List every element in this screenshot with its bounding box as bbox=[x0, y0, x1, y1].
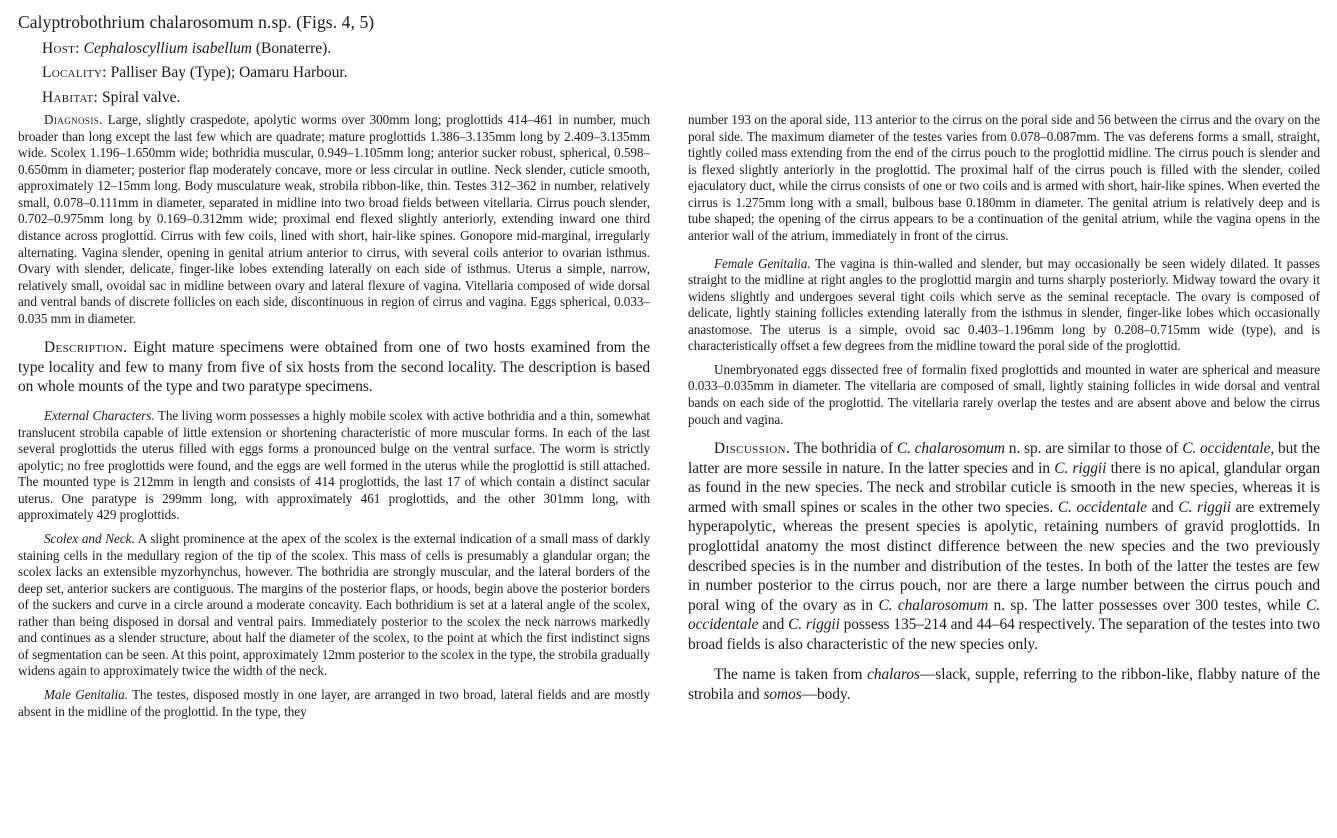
discussion-text-1: The bothridia of bbox=[793, 440, 897, 458]
discussion-species-4: C. occidentale bbox=[1057, 498, 1147, 516]
discussion-species-1: C. chalarosomum bbox=[896, 440, 1005, 458]
male-genitalia-label: Male Genitalia. bbox=[44, 687, 128, 702]
discussion-text-2: n. sp. are similar to those of bbox=[1004, 440, 1183, 458]
discussion-text-8: and bbox=[758, 616, 789, 634]
male-genitalia-text: The testes, disposed mostly in one layer, are arranged in two broad, lateral fields and are mostly absent in the midline of the proglottid. In the type, they bbox=[18, 687, 650, 719]
locality-value: Palliser Bay (Type); Oamaru Harbour. bbox=[110, 64, 348, 82]
scolex-neck-text: A slight prominence at the apex of the scolex is the external indication of a small mass of darkly staining cells in the medullary region of the tip of the scolex. This mass of cells is presumably a glandular organ; the scolex lacks an extensible myzorhynchus, however. The bothridia are strongly muscular, and the lateral borders of the deep set, anterior suckers are contiguous. The margins of the posterior flaps, or hoods, begin above the posterior borders of the suckers and curve in a circle around a moderate concavity. Each bothridium is set at a lateral angle of the scolex, rather than being disposed in dorsal and ventral pairs. Immediately posterior to the scolex the neck narrows markedly and continues as a slender structure, about half the diameter of the scolex, to the point at which the first indistinct signs of segmentation can be seen. At this point, approximately 12mm posterior to the scolex in the type, the strobila gradually widens again to approximately twice the width of the neck. bbox=[18, 530, 650, 679]
discussion-text-4: there is no apical, glandular organ as found in the new species. The neck and strobilar cuticle is smooth in the new species, whereas it is armed with small spines or scales in the other two species. bbox=[688, 459, 1320, 516]
title-block bbox=[18, 12, 658, 112]
description-paragraph bbox=[18, 338, 650, 397]
diagnosis-paragraph bbox=[18, 112, 650, 327]
discussion-species-8: C. riggii bbox=[788, 616, 840, 634]
discussion-species-5: C. riggii bbox=[1178, 498, 1231, 516]
external-characters-paragraph bbox=[18, 408, 650, 524]
locality-line bbox=[18, 63, 658, 82]
scolex-neck-paragraph bbox=[18, 531, 650, 680]
two-column-body bbox=[18, 112, 1323, 727]
etymology-text-1: The name is taken from bbox=[714, 666, 868, 684]
discussion-species-3: C. riggii bbox=[1054, 459, 1107, 477]
external-characters-label: External Characters. bbox=[44, 408, 155, 423]
male-genitalia-paragraph bbox=[18, 687, 650, 720]
discussion-species-7: C. occidentale bbox=[688, 596, 1320, 634]
description-text: Eight mature specimens were obtained from one of two hosts examined from the type locality and few to many from five of six hosts from the second locality. The description is based on whole mounts of the type and two paratype specimens. bbox=[18, 339, 650, 396]
female-genitalia-paragraph bbox=[688, 256, 1320, 355]
discussion-text-3: but the latter are more sessile in nature. In the latter species and in bbox=[688, 440, 1320, 477]
etymology-text-3: —body. bbox=[801, 685, 851, 703]
discussion-label: Discussion. bbox=[714, 440, 791, 458]
diagnosis-label: Diagnosis. bbox=[44, 112, 103, 127]
discussion-species-6: C. chalarosomum bbox=[878, 596, 989, 614]
discussion-text-5: and bbox=[1146, 498, 1179, 516]
eggs-vitellaria-paragraph: Unembryonated eggs dissected free of formalin fixed proglottids and mounted in water are spherical and measure 0.033–0.035mm in diameter. The vitellaria are composed of small, lightly staining follicles in wide dorsal and ventral bands on each side of the proglottid. The vitellaria rarely overlap the testes and are absent above and below the cirrus pouch and vagina. bbox=[688, 361, 1320, 427]
page-title: Calyptrobothrium chalarosomum n.sp. (Figs. 4, 5) bbox=[18, 12, 375, 32]
female-genitalia-text: The vagina is thin-walled and slender, but may occasionally be seen widely dilated. It passes straight to the midline at right angles to the proglottid margin and turns sharply posteriorly. Midway toward the ovary it widens slightly and undergoes several tight coils which serve as the seminal receptacle. The ovary is composed of delicate, lightly staining follicles extending laterally from the isthmus in slender, finger-like lobes which occasionally anastomose. The uterus is a simple, ovoid sac 0.403–1.196mm long by 0.208–0.715mm wide (type), and is characteristically offset a few degrees from the midline toward the poral side of the proglottid. bbox=[688, 255, 1320, 354]
host-species: Cephaloscyllium isabellum bbox=[83, 40, 252, 57]
left-column bbox=[18, 112, 650, 727]
etymology-paragraph bbox=[688, 665, 1320, 704]
locality-label: Locality: bbox=[42, 64, 107, 82]
right-column bbox=[688, 112, 1320, 727]
discussion-text-7: n. sp. The latter possesses over 300 testes, while bbox=[988, 596, 1306, 614]
scolex-neck-label: Scolex and Neck. bbox=[44, 530, 135, 546]
host-line bbox=[18, 39, 658, 58]
habitat-label: Habitat: bbox=[42, 88, 99, 106]
discussion-paragraph bbox=[688, 439, 1320, 654]
male-genitalia-continued: number 193 on the aporal side, 113 anterior to the cirrus on the poral side and 56 between the cirrus and the ovary on the poral side. The maximum diameter of the testes varies from 0.078–0.087mm. The vas deferens forms a small, straight, tightly coiled mass extending from the end of the cirrus pouch to the proglottid midline. The cirrus pouch is slender and is flexed slightly anteriorly in the proglottid. The proximal half of the cirrus pouch is filled with the slender, coiled ejaculatory duct, while the cirrus consists of one or two coils and is armed with short, hair-like spines. When everted the cirrus is 1.275mm long with a small, bulbous base 0.180mm in diameter. The genital atrium is relatively deep and is tube shaped; the opening of the cirrus appears to be a continuation of the genital atrium, while the vagina opens in the anterior wall of the atrium, immediately in front of the cirrus. bbox=[688, 112, 1320, 243]
habitat-value: Spiral valve. bbox=[102, 88, 181, 106]
external-characters-text: The living worm possesses a highly mobile scolex with active bothridia and a thin, somewhat translucent strobila capable of little extension or shortening characteristic of more muscular forms. In each of the last several proglottids the uterus filled with eggs forms a pronounced bulge on the ventral surface. The worm is strictly apolytic; no free proglottids were found, and the eggs are well formed in the uterus while the proglottid is still attached. The mounted type is 212mm in length and consists of 414 proglottids, the last 17 of which contain a distinct sacular uterus. One paratype is 299mm long, with approximately 461 proglottids, and the other 301mm long, with approximately 429 proglottids. bbox=[18, 408, 650, 523]
diagnosis-text: Large, slightly craspedote, apolytic worms over 300mm long; proglottids 414–461 in number, much broader than long except the last few which are quadrate; mature proglottids 1.386–3.135mm long by 2.409–3.135mm wide. Scolex 1.196–1.650mm wide; bothridia muscular, 0.949–1.105mm long; anterior sucker robust, spherical, 0.598–0.650mm in diameter; posterior flap moderately concave, more or less circular in outline. Neck slender, cuticle smooth, approximately 12–15mm long. Body musculature weak, strobila ribbon-like, thin. Testes 312–362 in number, relatively small, 0.078–0.111mm in diameter, separated in midline into two broad fields between vitellaria. Cirrus pouch slender, 0.702–0.975mm long by 0.169–0.312mm wide; proximal end flexed slightly anteriorly, extending inward one third distance across proglottid. Cirrus with few coils, lined with short, hair-like spines. Gonopore mid-marginal, irregularly alternating. Vagina slender, opening in genital atrium anterior to cirrus, with several coils anterior to ovarian isthmus. Ovary with slender, delicate, finger-like lobes extending laterally on each side of isthmus. Uterus a simple, narrow, relatively small, ovoidal sac in midline between ovary and lateral flexure of vagina. Vitellaria composed of wide dorsal and ventral bands of discrete follicles on each side, discontinuous in region of cirrus and vagina. Eggs spherical, 0.033–0.035 mm in diameter. bbox=[18, 112, 650, 326]
female-genitalia-label: Female Genitalia. bbox=[714, 255, 811, 271]
discussion-text-9: possess 135–214 and 44–64 respectively. The separation of the testes into two broad fields is also characteristic of the new species only. bbox=[688, 616, 1320, 653]
etymology-text-2: —slack, supple, referring to the ribbon-like, flabby nature of the strobila and bbox=[688, 666, 1320, 703]
host-label: Host: bbox=[42, 40, 80, 57]
etymology-root-1: chalaros bbox=[867, 666, 920, 684]
habitat-line bbox=[18, 88, 658, 107]
host-authority: (Bonaterre). bbox=[255, 40, 332, 57]
discussion-species-2: C. occidentale, bbox=[1182, 440, 1275, 458]
description-label: Description. bbox=[44, 339, 128, 357]
etymology-root-2: somos bbox=[763, 685, 802, 703]
discussion-text-6: are extremely hyperapolytic, whereas the present species is apolytic, retaining numbers of gravid proglottids. In proglottidal anatomy the most distinct difference between the new species and the two previously described species is in the number and distribution of the testes. In both of the latter the testes are few in number posterior to the cirrus pouch, nor are there a large number between the cirrus pouch and poral wing of the ovary as in bbox=[688, 498, 1320, 614]
